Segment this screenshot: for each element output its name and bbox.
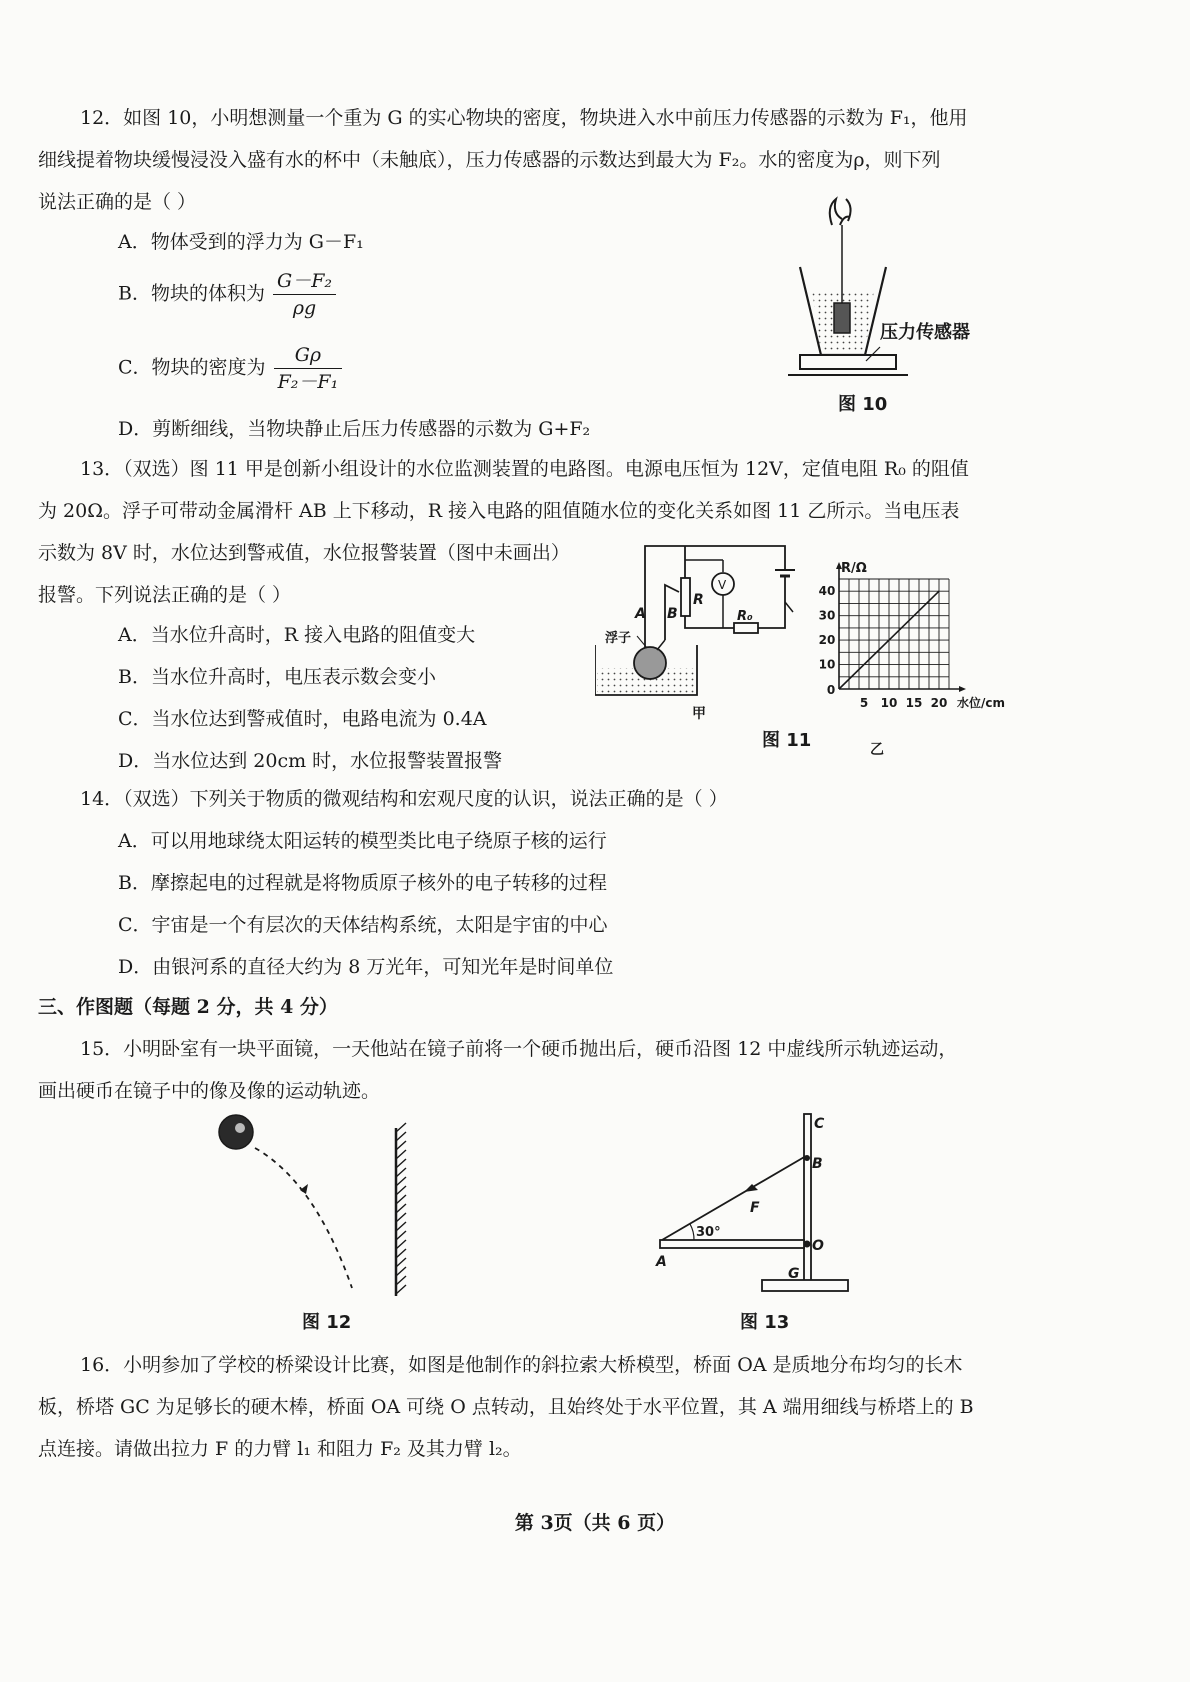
q12-option-c [118, 342, 342, 395]
q14-option-c: C．宇宙是一个有层次的天体结构系统，太阳是宇宙的中心 [118, 914, 608, 936]
pressure-sensor-plate [800, 355, 896, 369]
mirror-hatch-line [396, 1123, 406, 1132]
figure-12-diagram [200, 1110, 440, 1310]
q14-line-1: 14．（双选）下列关于物质的微观结构和宏观尺度的认识，说法正确的是（ ） [80, 788, 728, 810]
q12-option-a: A．物体受到的浮力为 G－F₁ [118, 231, 364, 253]
q12-option-d: D．剪断细线，当物块静止后压力传感器的示数为 G+F₂ [118, 418, 591, 440]
graph-x-axis-label: 水位/cm [957, 696, 1006, 710]
graph-y-tick-label: 10 [818, 657, 836, 672]
q13-line-2: 为 20Ω。浮子可带动金属滑杆 AB 上下移动，R 接入电路的阻值随水位的变化关系如图 11 乙所示。当电压表 [38, 500, 960, 522]
fig13-label-a: A [656, 1254, 667, 1270]
figure-11-caption: 图 11 [762, 730, 812, 751]
page-number-footer: 第 3页（共 6 页） [514, 1512, 676, 1534]
q16-line-1: 16．小明参加了学校的桥梁设计比赛，如图是他制作的斜拉索大桥模型，桥面 OA 是质地分布均匀的长木 [80, 1354, 963, 1376]
q13-option-d: D．当水位达到 20cm 时，水位报警装置报警 [118, 750, 503, 772]
fig13-label-b: B [812, 1156, 823, 1172]
mirror-hatch-line [396, 1168, 406, 1177]
graph-x-tick-label: 15 [905, 696, 923, 710]
q13-option-c: C．当水位达到警戒值时，电路电流为 0.4A [118, 708, 487, 730]
graph-labels [819, 561, 1005, 756]
graph-y-tick-label: 20 [818, 633, 836, 648]
mirror-hatch-line [396, 1276, 406, 1285]
graph-y-tick-label: 30 [818, 608, 836, 623]
circuit-label-a: A [635, 606, 646, 622]
figure-11-circuit [595, 540, 810, 720]
q14-option-b: B．摩擦起电的过程就是将物质原子核外的电子转移的过程 [118, 872, 607, 894]
mirror-hatch-line [396, 1285, 406, 1294]
circuit-wire-top [645, 546, 785, 670]
mirror-hatch-line [396, 1159, 406, 1168]
q13-option-b: B．当水位升高时，电压表示数会变小 [118, 666, 436, 688]
q12-line-3: 说法正确的是（ ） [38, 191, 197, 213]
q12-option-b-fraction [273, 268, 336, 321]
bridge-deck-oa [660, 1240, 804, 1248]
graph-sub-caption: 乙 [870, 742, 884, 756]
q12-option-b-prefix: B．物块的体积为 [118, 282, 265, 305]
hand-icon [830, 199, 851, 225]
q14-option-d: D．由银河系的直径大约为 8 万光年，可知光年是时间单位 [118, 956, 614, 978]
q13-line-1: 13．（双选）图 11 甲是创新小组设计的水位监测装置的电路图。电源电压恒为 12V，定值电阻 R₀ 的阻值 [80, 458, 969, 480]
tower-base [762, 1280, 848, 1291]
fig13-label-f: F [750, 1200, 760, 1216]
circuit-label-r: R [693, 592, 704, 608]
circuit-wire-right [758, 590, 785, 628]
q13-line-3: 示数为 8V 时，水位达到警戒值，水位报警装置（图中未画出） [38, 542, 570, 564]
bridge-tower-gc [804, 1114, 811, 1284]
q15-line-2: 画出硬币在镜子中的像及像的运动轨迹。 [38, 1080, 381, 1102]
coin-icon [219, 1115, 253, 1149]
fig13-label-g: G [788, 1266, 800, 1282]
figure-10-caption: 图 10 [838, 394, 888, 415]
angle-arc [690, 1224, 694, 1240]
graph-y-axis-label: R/Ω [841, 561, 867, 576]
mirror-hatch-line [396, 1249, 406, 1258]
q12-option-c-fraction [274, 342, 343, 395]
solid-block [834, 303, 850, 333]
mirror-hatch-line [396, 1186, 406, 1195]
cable-ab [662, 1156, 806, 1240]
voltmeter-label: V [718, 578, 727, 592]
mirror-hatch-line [396, 1132, 406, 1141]
q15-line-1: 15．小明卧室有一块平面镜，一天他站在镜子前将一个硬币抛出后，硬币沿图 12 中虚线所示轨迹运动， [80, 1038, 958, 1060]
circuit-label-r0: R₀ [737, 609, 753, 624]
x-axis-arrow [959, 686, 966, 692]
fig13-label-o: O [812, 1238, 824, 1254]
q12-option-b-numerator: G－F₂ [273, 268, 336, 295]
figure-12-caption: 图 12 [302, 1312, 352, 1333]
q16-line-2: 板，桥塔 GC 为足够长的硬木棒，桥面 OA 可绕 O 点转动，且始终处于水平位置，其 A 端用细线与桥塔上的 B [38, 1396, 974, 1418]
q12-line-1: 12．如图 10，小明想测量一个重为 G 的实心物块的密度，物块进入水中前压力传感器的示数为 F₁，他用 [80, 107, 968, 129]
mirror-hatch-line [396, 1141, 406, 1150]
mirror-hatch-line [396, 1150, 406, 1159]
graph-y-tick-label: 40 [818, 584, 836, 599]
coin-trajectory [255, 1148, 352, 1288]
q12-option-c-denominator: F₂－F₁ [277, 371, 339, 393]
graph-x-tick-label: 10 [880, 696, 898, 710]
mirror-hatching [396, 1123, 406, 1294]
mirror-hatch-line [396, 1231, 406, 1240]
graph-x-tick-label: 20 [930, 696, 948, 710]
rheostat-r [681, 578, 690, 616]
float-label: 浮子 [605, 631, 632, 646]
graph-origin-label: 0 [826, 683, 836, 697]
mirror-hatch-line [396, 1222, 406, 1231]
figure-10-sensor-label: 压力传感器 [880, 322, 970, 343]
resistor-r0 [734, 623, 758, 633]
circuit-wire-bottom [685, 615, 734, 628]
graph-x-tick-label: 5 [859, 696, 869, 710]
q13-line-4: 报警。下列说法正确的是（ ） [38, 584, 292, 606]
q12-line-2: 细线提着物块缓慢浸没入盛有水的杯中（未触底），压力传感器的示数达到最大为 F₂。水的密度为ρ，则下列 [38, 149, 941, 171]
fig13-label-c: C [814, 1116, 825, 1132]
mirror-hatch-line [396, 1213, 406, 1222]
figure-13-diagram [650, 1108, 870, 1308]
slider-contact [665, 585, 679, 600]
point-o [804, 1241, 811, 1248]
q14-option-a: A．可以用地球绕太阳运转的模型类比电子绕原子核的运行 [118, 830, 607, 852]
mirror-hatch-line [396, 1204, 406, 1213]
point-b [804, 1155, 810, 1161]
q12-option-c-prefix: C．物块的密度为 [118, 356, 266, 379]
section-3-title: 三、作图题（每题 2 分，共 4 分） [38, 996, 338, 1018]
switch-symbol [785, 602, 793, 612]
circuit-label-b: B [667, 606, 678, 622]
mirror-hatch-line [396, 1240, 406, 1249]
q12-option-b-denominator: ρg [292, 297, 317, 319]
figure-13-caption: 图 13 [740, 1312, 790, 1333]
mirror-hatch-line [396, 1195, 406, 1204]
q12-option-b [118, 268, 336, 321]
mirror-hatch-line [396, 1258, 406, 1267]
q12-option-c-numerator: Gρ [274, 342, 343, 369]
figure-10-diagram [770, 185, 1000, 390]
mirror-hatch-line [396, 1177, 406, 1186]
fig13-label-angle: 30° [696, 1225, 721, 1240]
mirror-hatch-line [396, 1267, 406, 1276]
q16-line-3: 点连接。请做出拉力 F 的力臂 l₁ 和阻力 F₂ 及其力臂 l₂。 [38, 1438, 522, 1460]
figure-11-graph [815, 556, 1020, 756]
circuit-sub-caption: 甲 [692, 706, 706, 720]
float-ball [634, 647, 666, 679]
q13-option-a: A．当水位升高时，R 接入电路的阻值变大 [118, 624, 476, 646]
